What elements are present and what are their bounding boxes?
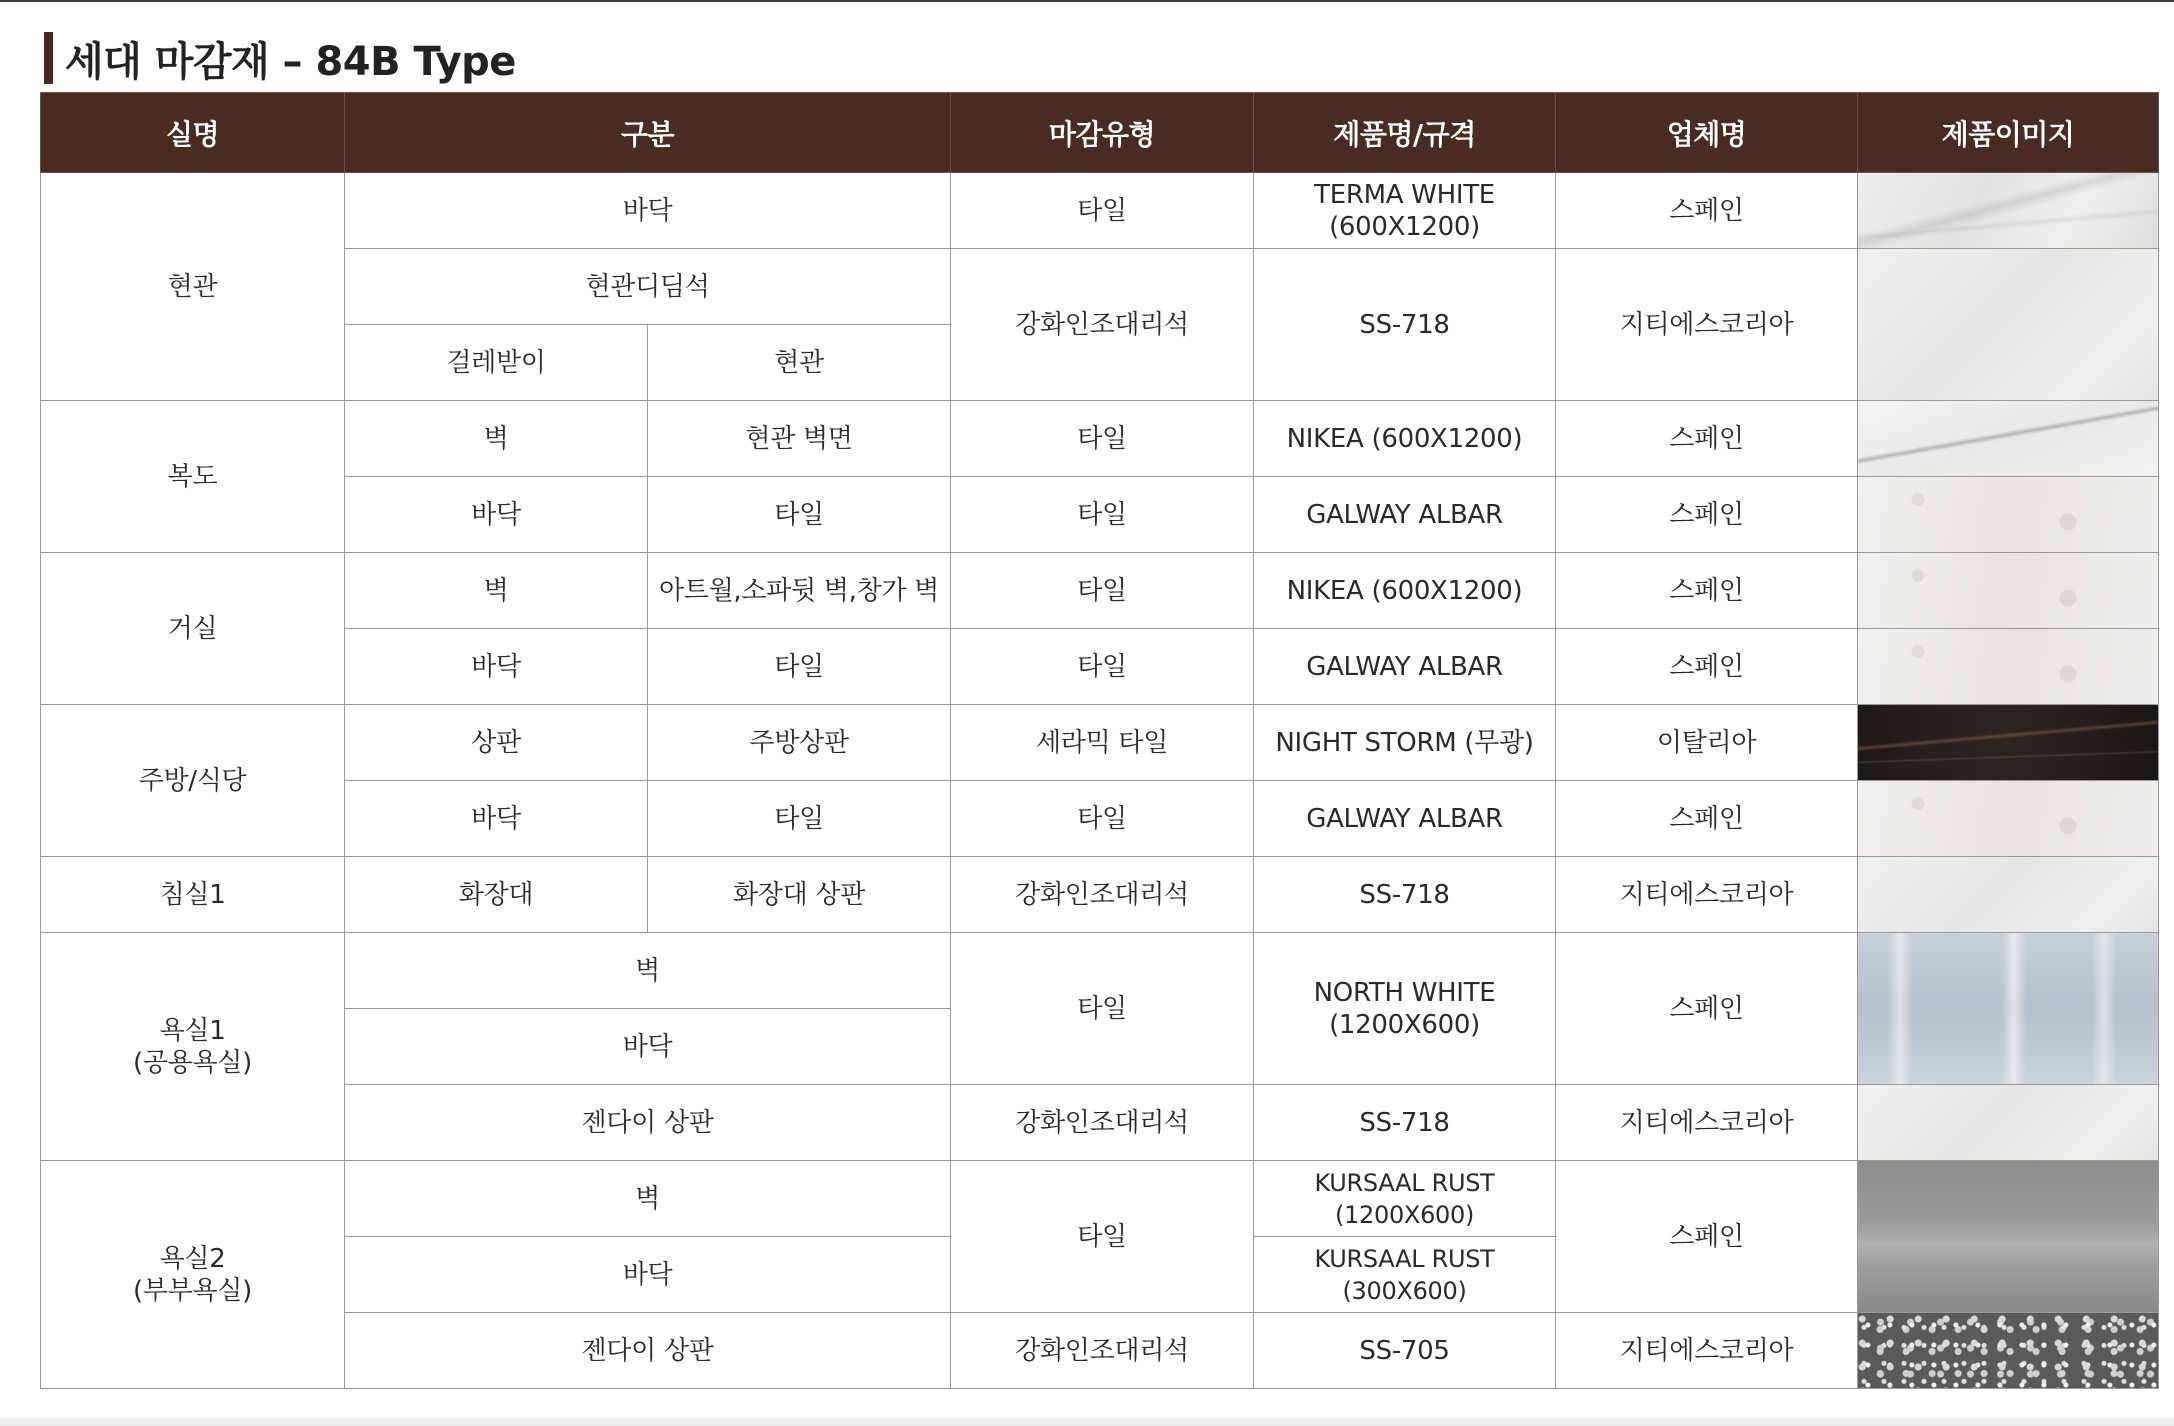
- product-cell: KURSAAL RUST (300X600): [1254, 1237, 1556, 1313]
- vendor-cell: 스페인: [1556, 401, 1858, 477]
- product-cell: SS-718: [1254, 857, 1556, 933]
- product-image-cell: [1858, 857, 2159, 933]
- north-white-swatch: [1858, 933, 2158, 1084]
- product-image-cell: [1858, 553, 2159, 629]
- finish-type-cell: 타일: [951, 173, 1254, 249]
- vendor-cell: 스페인: [1556, 477, 1858, 553]
- finish-type-cell: 타일: [951, 553, 1254, 629]
- product-cell: GALWAY ALBAR: [1254, 477, 1556, 553]
- room-cell: 욕실2 (부부욕실): [41, 1161, 345, 1389]
- ss718-swatch: [1858, 857, 2158, 932]
- category-cell: 바닥: [345, 173, 951, 249]
- vendor-cell: 이탈리아: [1556, 705, 1858, 781]
- vendor-cell: 지티에스코리아: [1556, 1085, 1858, 1161]
- category-cell: 바닥: [345, 1009, 951, 1085]
- table-row: [41, 553, 2159, 629]
- room-cell: 침실1: [41, 857, 345, 933]
- category-cell: 바닥: [345, 1237, 951, 1313]
- vendor-cell: 스페인: [1556, 1161, 1858, 1313]
- product-image-cell: [1858, 401, 2159, 477]
- subcategory-cell: 현관 벽면: [648, 401, 951, 477]
- category-cell: 젠다이 상판: [345, 1313, 951, 1389]
- product-image-cell: [1858, 781, 2159, 857]
- ss718-swatch: [1858, 249, 2158, 400]
- finish-spec-table: [40, 92, 2159, 1389]
- product-cell: NIKEA (600X1200): [1254, 553, 1556, 629]
- night-storm-swatch: [1858, 705, 2158, 780]
- top-rule: [0, 0, 2174, 2]
- nikea-swatch: [1858, 553, 2158, 628]
- room-cell: 주방/식당: [41, 705, 345, 857]
- finish-type-cell: 타일: [951, 1161, 1254, 1313]
- category-cell: 걸레받이: [345, 325, 648, 401]
- table-row: [41, 629, 2159, 705]
- vendor-cell: 지티에스코리아: [1556, 249, 1858, 401]
- finish-type-cell: 타일: [951, 933, 1254, 1085]
- product-image-cell: [1858, 705, 2159, 781]
- vendor-cell: 스페인: [1556, 173, 1858, 249]
- subcategory-cell: 주방상판: [648, 705, 951, 781]
- category-cell: 젠다이 상판: [345, 1085, 951, 1161]
- product-cell: SS-718: [1254, 1085, 1556, 1161]
- table-row: [41, 173, 2159, 249]
- table-row: [41, 1313, 2159, 1389]
- header-category: 구분: [345, 93, 951, 173]
- product-cell: TERMA WHITE (600X1200): [1254, 173, 1556, 249]
- finish-type-cell: 세라믹 타일: [951, 705, 1254, 781]
- subcategory-cell: 아트월,소파뒷 벽,창가 벽: [648, 553, 951, 629]
- category-cell: 바닥: [345, 629, 648, 705]
- nikea-swatch: [1858, 401, 2158, 476]
- finish-type-cell: 타일: [951, 629, 1254, 705]
- vendor-cell: 지티에스코리아: [1556, 857, 1858, 933]
- product-image-cell: [1858, 629, 2159, 705]
- room-cell: 욕실1 (공용욕실): [41, 933, 345, 1161]
- product-cell: NIGHT STORM (무광): [1254, 705, 1556, 781]
- bottom-band: [0, 1418, 2174, 1426]
- vendor-cell: 스페인: [1556, 629, 1858, 705]
- product-image-cell: [1858, 173, 2159, 249]
- page-title: [44, 30, 516, 86]
- header-product: 제품명/규격: [1254, 93, 1556, 173]
- product-image-cell: [1858, 1161, 2159, 1313]
- product-cell: SS-718: [1254, 249, 1556, 401]
- table-row: [41, 1085, 2159, 1161]
- product-cell: KURSAAL RUST (1200X600): [1254, 1161, 1556, 1237]
- finish-type-cell: 타일: [951, 477, 1254, 553]
- product-image-cell: [1858, 1085, 2159, 1161]
- ss718-swatch: [1858, 1085, 2158, 1160]
- header-image: 제품이미지: [1858, 93, 2159, 173]
- subcategory-cell: 타일: [648, 477, 951, 553]
- finish-type-cell: 강화인조대리석: [951, 1085, 1254, 1161]
- galway-albar-swatch: [1858, 629, 2158, 704]
- table-row: [41, 249, 2159, 325]
- product-image-cell: [1858, 249, 2159, 401]
- header-room: 실명: [41, 93, 345, 173]
- subcategory-cell: 화장대 상판: [648, 857, 951, 933]
- kursaal-rust-swatch: [1858, 1161, 2158, 1312]
- category-cell: 벽: [345, 1161, 951, 1237]
- header-vendor: 업체명: [1556, 93, 1858, 173]
- vendor-cell: 스페인: [1556, 933, 1858, 1085]
- room-cell: 복도: [41, 401, 345, 553]
- room-cell: 거실: [41, 553, 345, 705]
- table-row: [41, 857, 2159, 933]
- category-cell: 벽: [345, 553, 648, 629]
- subcategory-cell: 현관: [648, 325, 951, 401]
- category-cell: 벽: [345, 933, 951, 1009]
- header-finish-type: 마감유형: [951, 93, 1254, 173]
- table-row: [41, 401, 2159, 477]
- vendor-cell: 지티에스코리아: [1556, 1313, 1858, 1389]
- product-cell: GALWAY ALBAR: [1254, 781, 1556, 857]
- product-cell: SS-705: [1254, 1313, 1556, 1389]
- finish-type-cell: 강화인조대리석: [951, 249, 1254, 401]
- category-cell: 현관디딤석: [345, 249, 951, 325]
- table-header-row: [41, 93, 2159, 173]
- room-cell: 현관: [41, 173, 345, 401]
- galway-albar-swatch: [1858, 781, 2158, 856]
- category-cell: 바닥: [345, 781, 648, 857]
- table-row: [41, 933, 2159, 1009]
- table-row: [41, 705, 2159, 781]
- category-cell: 바닥: [345, 477, 648, 553]
- table-row: [41, 477, 2159, 553]
- product-image-cell: [1858, 1313, 2159, 1389]
- product-image-cell: [1858, 933, 2159, 1085]
- product-cell: GALWAY ALBAR: [1254, 629, 1556, 705]
- finish-type-cell: 강화인조대리석: [951, 1313, 1254, 1389]
- white-marble-tile-swatch: [1858, 173, 2158, 248]
- galway-albar-swatch: [1858, 477, 2158, 552]
- finish-type-cell: 타일: [951, 401, 1254, 477]
- page-title-text: 세대 마감재 – 84B Type: [65, 38, 516, 85]
- finish-type-cell: 강화인조대리석: [951, 857, 1254, 933]
- title-accent-bar: [44, 32, 53, 84]
- vendor-cell: 스페인: [1556, 781, 1858, 857]
- subcategory-cell: 타일: [648, 781, 951, 857]
- product-image-cell: [1858, 477, 2159, 553]
- table-row: [41, 781, 2159, 857]
- category-cell: 상판: [345, 705, 648, 781]
- product-cell: NORTH WHITE (1200X600): [1254, 933, 1556, 1085]
- table-row: [41, 1161, 2159, 1237]
- subcategory-cell: 타일: [648, 629, 951, 705]
- category-cell: 벽: [345, 401, 648, 477]
- category-cell: 화장대: [345, 857, 648, 933]
- product-cell: NIKEA (600X1200): [1254, 401, 1556, 477]
- vendor-cell: 스페인: [1556, 553, 1858, 629]
- finish-type-cell: 타일: [951, 781, 1254, 857]
- ss705-swatch: [1858, 1313, 2158, 1388]
